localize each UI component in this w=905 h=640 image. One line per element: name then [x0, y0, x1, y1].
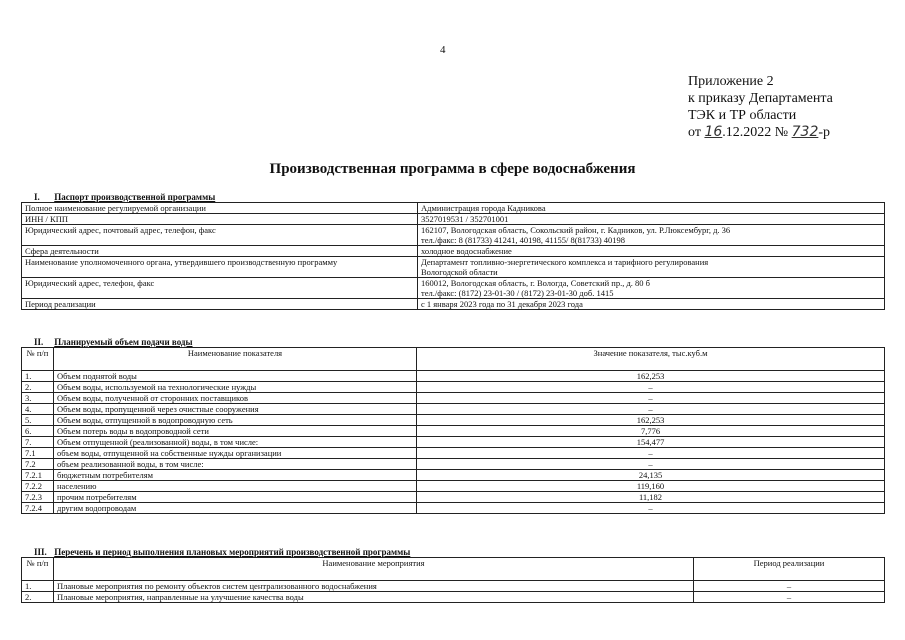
- row-number: 5.: [22, 415, 54, 426]
- row-period: –: [694, 581, 885, 592]
- appendix-line-3: ТЭК и ТР области: [688, 108, 797, 123]
- passport-value-line: Администрация города Кадникова: [421, 203, 546, 213]
- order-suffix: -р: [818, 125, 831, 140]
- document-title: Производственная программа в сфере водоснабжения: [269, 161, 636, 177]
- row-value: –: [417, 503, 885, 514]
- passport-value: [418, 257, 885, 278]
- row-number: 1.: [22, 371, 54, 382]
- passport-label: Период реализации: [22, 299, 418, 310]
- row-indicator: объем воды, отпущенной на собственные нужды организации: [54, 448, 417, 459]
- passport-label: Наименование уполномоченного органа, утвердившего производственную программу: [22, 257, 418, 278]
- row-indicator: Объем воды, пропущенной через очистные сооружения: [54, 404, 417, 415]
- table-row: [22, 470, 885, 481]
- row-value: 119,160: [417, 481, 885, 492]
- table-row: [22, 437, 885, 448]
- passport-row: [22, 278, 885, 299]
- row-value: 11,182: [417, 492, 885, 503]
- date-rest: .12.2022 №: [722, 125, 789, 140]
- table-row: [22, 581, 885, 592]
- passport-label: Юридический адрес, телефон, факс: [22, 278, 418, 299]
- passport-value-line: тел./факс: (8172) 23-01-30 / (8172) 23-01-30 доб. 1415: [421, 288, 614, 298]
- row-number: 7.2.1: [22, 470, 54, 481]
- date-day: 16: [704, 124, 723, 140]
- row-value: –: [417, 382, 885, 393]
- header-indicator: Наименование показателя: [54, 348, 417, 371]
- passport-value-line: 162107, Вологодская область, Сокольский район, г. Кадников, ул. Р.Люксембург, д. 36: [421, 225, 731, 235]
- passport-value-line: Департамент топливно-энергетического комплекса и тарифного регулирования: [421, 257, 709, 267]
- page-number: 4: [440, 44, 446, 56]
- table-row: [22, 481, 885, 492]
- passport-table: [21, 202, 885, 310]
- row-indicator: Объем поднятой воды: [54, 371, 417, 382]
- table-row: [22, 371, 885, 382]
- appendix-block: [688, 73, 833, 141]
- row-indicator: прочим потребителям: [54, 492, 417, 503]
- row-value: –: [417, 448, 885, 459]
- table-row: [22, 492, 885, 503]
- row-value: 154,477: [417, 437, 885, 448]
- passport-value-line: 160012, Вологодская область, г. Вологда, Советский пр., д. 80 б: [421, 278, 651, 288]
- section-1-heading: [34, 192, 215, 202]
- passport-value: [418, 214, 885, 225]
- measures-header-period: Период реализации: [694, 558, 885, 581]
- section-2-number: II.: [34, 337, 44, 347]
- row-number: 7.: [22, 437, 54, 448]
- table-row: [22, 426, 885, 437]
- table-row: [22, 459, 885, 470]
- water-volume-table: [21, 347, 885, 514]
- table-row: [22, 503, 885, 514]
- passport-row: [22, 214, 885, 225]
- row-indicator: Объем воды, отпущенной в водопроводную сеть: [54, 415, 417, 426]
- row-number: 3.: [22, 393, 54, 404]
- table-row: [22, 415, 885, 426]
- row-value: 162,253: [417, 415, 885, 426]
- section-2-heading: [34, 337, 193, 347]
- row-number: 7.2.2: [22, 481, 54, 492]
- passport-value: [418, 225, 885, 246]
- row-indicator: бюджетным потребителям: [54, 470, 417, 481]
- passport-row: [22, 257, 885, 278]
- passport-label: Полное наименование регулируемой организации: [22, 203, 418, 214]
- appendix-line-2: к приказу Департамента: [688, 91, 833, 106]
- row-value: 7,776: [417, 426, 885, 437]
- row-number: 2.: [22, 382, 54, 393]
- row-value: –: [417, 459, 885, 470]
- row-number: 2.: [22, 592, 54, 603]
- table-row: [22, 382, 885, 393]
- row-indicator: Объем воды, используемой на технологические нужды: [54, 382, 417, 393]
- section-3-heading: [34, 547, 410, 557]
- passport-value-line: Вологодской области: [421, 267, 498, 277]
- row-indicator: населению: [54, 481, 417, 492]
- appendix-date-line: [688, 124, 833, 141]
- header-num: № п/п: [22, 348, 54, 371]
- date-prefix: от: [688, 125, 701, 140]
- row-indicator: Объем воды, полученной от сторонних поставщиков: [54, 393, 417, 404]
- passport-row: [22, 203, 885, 214]
- passport-value-line: холодное водоснабжение: [421, 246, 512, 256]
- row-indicator: объем реализованной воды, в том числе:: [54, 459, 417, 470]
- measures-table: [21, 557, 885, 603]
- passport-value-line: 3527019531 / 352701001: [421, 214, 509, 224]
- section-3-title: Перечень и период выполнения плановых мероприятий производственной программы: [54, 547, 411, 557]
- section-1-number: I.: [34, 192, 40, 202]
- row-value: –: [417, 393, 885, 404]
- row-period: –: [694, 592, 885, 603]
- passport-value: [418, 246, 885, 257]
- passport-label: ИНН / КПП: [22, 214, 418, 225]
- section-3-number: III.: [34, 547, 47, 557]
- row-number: 7.1: [22, 448, 54, 459]
- row-number: 4.: [22, 404, 54, 415]
- row-number: 6.: [22, 426, 54, 437]
- passport-label: Юридический адрес, почтовый адрес, телефон, факс: [22, 225, 418, 246]
- passport-value-line: с 1 января 2023 года по 31 декабря 2023 года: [421, 299, 583, 309]
- row-number: 7.2.4: [22, 503, 54, 514]
- header-value: Значение показателя, тыс.куб.м: [417, 348, 885, 371]
- passport-row: [22, 246, 885, 257]
- table-row: [22, 448, 885, 459]
- measures-header-name: Наименование мероприятия: [54, 558, 694, 581]
- row-measure: Плановые мероприятия, направленные на улучшение качества воды: [54, 592, 694, 603]
- table-row: [22, 404, 885, 415]
- table-row: [22, 592, 885, 603]
- row-value: 24,135: [417, 470, 885, 481]
- section-2-title: Планируемый объем подачи воды: [54, 337, 193, 347]
- row-value: 162,253: [417, 371, 885, 382]
- measures-header-num: № п/п: [22, 558, 54, 581]
- passport-row: [22, 299, 885, 310]
- passport-value-line: тел./факс: 8 (81733) 41241, 40198, 41155/ 8(81733) 40198: [421, 235, 626, 245]
- passport-row: [22, 225, 885, 246]
- appendix-line-1: Приложение 2: [688, 74, 774, 89]
- row-indicator: Объем потерь воды в водопроводной сети: [54, 426, 417, 437]
- row-number: 7.2.3: [22, 492, 54, 503]
- passport-value: [418, 278, 885, 299]
- table-row: [22, 393, 885, 404]
- row-indicator: Объем отпущенной (реализованной) воды, в том числе:: [54, 437, 417, 448]
- row-value: –: [417, 404, 885, 415]
- passport-value: [418, 299, 885, 310]
- row-indicator: другим водопроводам: [54, 503, 417, 514]
- order-number: 732: [791, 124, 819, 140]
- passport-value: [418, 203, 885, 214]
- passport-label: Сфера деятельности: [22, 246, 418, 257]
- row-number: 7.2: [22, 459, 54, 470]
- row-measure: Плановые мероприятия по ремонту объектов систем централизованного водоснабжения: [54, 581, 694, 592]
- section-1-title: Паспорт производственной программы: [54, 192, 216, 202]
- row-number: 1.: [22, 581, 54, 592]
